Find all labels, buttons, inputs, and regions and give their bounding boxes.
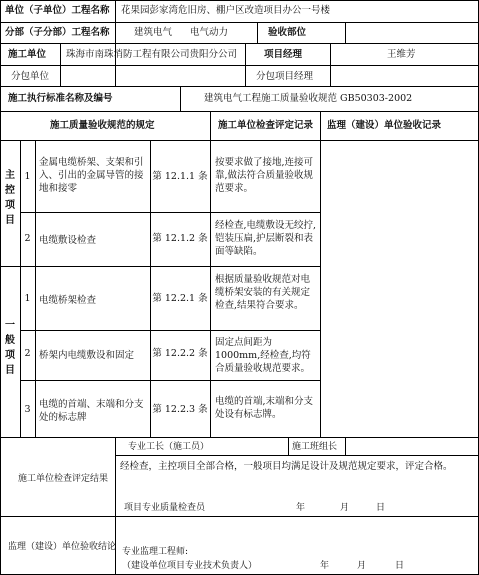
general-item-desc: 桥架内电缆敷设和固定 <box>39 350 135 361</box>
rule <box>0 140 479 141</box>
rule <box>288 437 289 455</box>
rule <box>245 43 246 86</box>
main-item-record: 经检查,电缆敷设无绞拧,铠装压扁,护层断裂和表面等缺陷。 <box>215 220 317 257</box>
main-item-desc: 电缆敷设检查 <box>39 235 97 246</box>
general-items-group-label: 一般项目 <box>5 320 15 376</box>
general-item-no: 1 <box>24 293 31 304</box>
general-item-clause: 第 12.2.3 条 <box>152 404 208 415</box>
main-item-desc: 金属电缆桥架、支架和引入、引出的金属导管的接地和接零 <box>39 157 144 194</box>
contractor-eval-label: 施工单位检查评定结果 <box>18 474 109 484</box>
check-column-header: 施工单位检查评定记录 <box>218 120 314 131</box>
date-day: 日 <box>376 503 386 513</box>
rule <box>20 330 320 331</box>
date-month: 月 <box>357 561 367 571</box>
standard-label: 施工执行标准名称及编号 <box>8 93 113 104</box>
rule <box>115 437 116 575</box>
general-item-record: 电缆的首端,末端和分支处设有标志牌。 <box>215 396 314 420</box>
rule <box>0 0 1 575</box>
supervisor-column-header: 监理（建设）单位验收记录 <box>327 120 442 131</box>
rule <box>210 111 211 437</box>
rule <box>20 212 320 213</box>
foreman-label: 专业工长（施工员） <box>128 442 210 452</box>
sub-project-manager-label: 分包项目经理 <box>256 71 314 82</box>
general-item-desc: 电缆桥架检查 <box>39 295 97 306</box>
rule <box>0 516 479 517</box>
acceptance-part-label: 验收部位 <box>268 27 307 38</box>
rule <box>115 0 116 86</box>
owner-tech-label: （建设单位项目专业技术负责人） <box>122 561 258 571</box>
supervisor-engineer-label: 专业监理工程师: <box>122 547 189 557</box>
general-item-record: 根据质量验收规范对电缆桥架安装的有关规定检查,结果符合要求。 <box>215 274 311 311</box>
general-item-record: 固定点间距为 1000mm,经检查,均符合质量验收规范要求。 <box>215 337 311 374</box>
rule <box>0 65 479 66</box>
supervisor-conclusion-label: 监理（建设）单位验收结论 <box>8 542 117 552</box>
general-item-clause: 第 12.2.1 条 <box>152 293 208 304</box>
general-item-desc: 电缆的首端、末端和分支处的标志牌 <box>39 399 144 423</box>
rule <box>0 0 479 1</box>
spec-column-header: 施工质量验收规范的规定 <box>50 120 155 131</box>
rule <box>0 22 479 23</box>
rule <box>330 43 331 86</box>
rule <box>0 86 479 87</box>
rule <box>257 22 258 43</box>
unit-name-value: 花果园彭家湾危旧房、棚户区改造项目办公一号楼 <box>121 5 331 16</box>
rule <box>320 111 321 437</box>
rule <box>180 86 181 111</box>
date-month: 月 <box>340 503 350 513</box>
rule <box>60 43 61 86</box>
rule <box>345 22 346 43</box>
team-leader-label: 施工班组长 <box>292 442 338 452</box>
quality-inspector-label: 项目专业质量检查员 <box>124 503 206 513</box>
rule <box>20 380 320 381</box>
date-year: 年 <box>320 561 330 571</box>
rule <box>0 43 479 44</box>
project-manager-label: 项目经理 <box>264 49 303 60</box>
contractor-eval-text: 经检查，主控项目全部合格，一般项目均满足设计及规范规定要求，评定合格。 <box>120 461 453 472</box>
general-item-no: 3 <box>24 404 31 415</box>
main-item-no: 1 <box>24 171 31 182</box>
main-item-clause: 第 12.1.1 条 <box>152 171 208 182</box>
general-item-clause: 第 12.2.2 条 <box>152 348 208 359</box>
rule <box>0 111 479 112</box>
project-manager-value: 王维芳 <box>387 49 416 60</box>
date-day: 日 <box>395 561 405 571</box>
rule <box>150 140 151 437</box>
part-name-value-2: 电气动力 <box>190 27 229 38</box>
rule <box>115 455 479 456</box>
standard-value: 建筑电气工程施工质量验收规范 GB50303-2002 <box>204 93 413 104</box>
rule <box>35 140 36 437</box>
rule <box>20 140 21 437</box>
rule <box>345 437 346 455</box>
date-year: 年 <box>296 503 306 513</box>
main-items-group-label: 主控项目 <box>5 170 15 226</box>
part-name-label: 分部（子分部）工程名称 <box>5 27 110 38</box>
contractor-label: 施工单位 <box>8 49 47 60</box>
part-name-value-1: 建筑电气 <box>134 27 173 38</box>
unit-name-label: 单位（子单位）工程名称 <box>5 5 110 16</box>
main-item-record: 按要求做了接地,连接可靠,做法符合质量验收规范要求。 <box>215 157 314 194</box>
main-item-clause: 第 12.1.2 条 <box>152 233 208 244</box>
contractor-value: 珠海市南珠消防工程有限公司贵阳分公司 <box>66 49 238 60</box>
rule <box>0 437 479 438</box>
general-item-no: 2 <box>24 348 31 359</box>
rule <box>0 266 320 267</box>
main-item-no: 2 <box>24 233 31 244</box>
subcontractor-label: 分包单位 <box>11 71 50 82</box>
